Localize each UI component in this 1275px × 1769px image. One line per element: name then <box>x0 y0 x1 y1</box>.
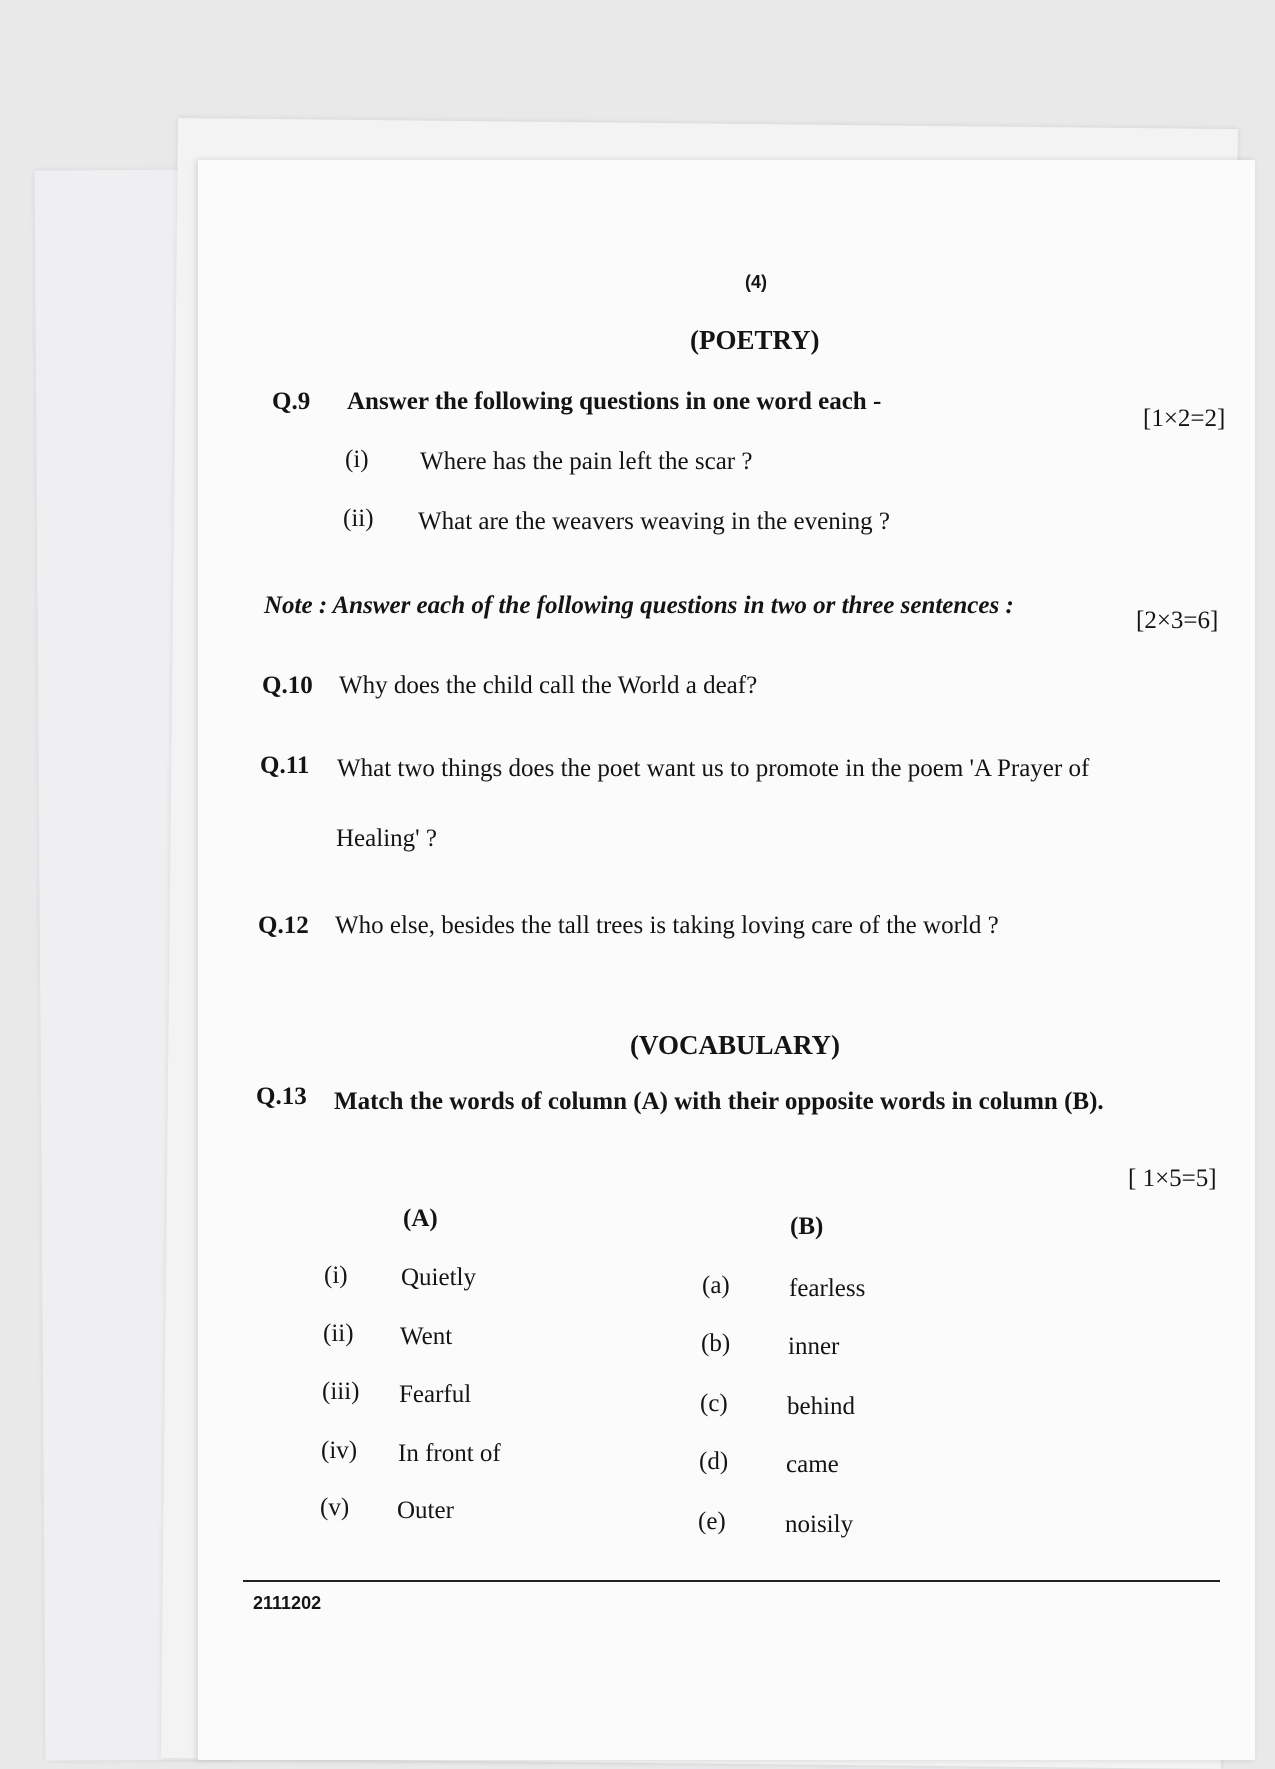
q9-part-ii-num: (ii) <box>343 505 374 532</box>
q11-text-continued: Healing' ? <box>336 825 437 852</box>
col-a-word: Outer <box>397 1497 454 1524</box>
q9-marks: [1×2=2] <box>1143 405 1226 432</box>
page-number: (4) <box>745 272 767 292</box>
q9-part-ii-text: What are the weavers weaving in the evening ? <box>418 508 891 535</box>
q10-text: Why does the child call the World a deaf? <box>339 672 758 699</box>
col-a-word: Fearful <box>399 1381 472 1408</box>
col-b-word: came <box>786 1451 839 1478</box>
q13-marks: [ 1×5=5] <box>1128 1165 1217 1192</box>
col-b-num: (a) <box>702 1272 730 1299</box>
q9-part-i-num: (i) <box>345 446 369 473</box>
col-b-num: (d) <box>699 1448 729 1475</box>
col-b-word: noisily <box>785 1511 854 1538</box>
note-text: Note : Answer each of the following questions in two or three sentences : <box>264 592 1014 619</box>
col-a-num: (iii) <box>322 1378 360 1405</box>
col-b-num: (b) <box>701 1330 731 1357</box>
q12-text: Who else, besides the tall trees is taking loving care of the world ? <box>335 912 999 939</box>
column-a-label: (A) <box>403 1205 438 1232</box>
col-b-word: behind <box>787 1393 856 1420</box>
q12-label: Q.12 <box>258 912 309 939</box>
footer-rule <box>243 1580 1220 1582</box>
col-b-word: inner <box>788 1333 840 1360</box>
q13-text: Match the words of column (A) with their opposite words in column (B). <box>334 1088 1104 1115</box>
q11-label: Q.11 <box>260 752 310 779</box>
poetry-heading: (POETRY) <box>690 325 820 355</box>
col-a-num: (iv) <box>321 1437 358 1464</box>
col-a-word: Quietly <box>401 1264 476 1291</box>
vocabulary-heading: (VOCABULARY) <box>630 1030 841 1060</box>
col-a-word: In front of <box>398 1440 501 1467</box>
q9-text: Answer the following questions in one word each - <box>347 388 882 415</box>
paper-code: 2111202 <box>253 1593 322 1613</box>
q9-part-i-text: Where has the pain left the scar ? <box>420 448 753 475</box>
col-b-num: (c) <box>700 1390 728 1417</box>
column-b-label: (B) <box>790 1213 824 1240</box>
col-a-word: Went <box>400 1323 453 1350</box>
col-a-num: (i) <box>324 1262 348 1289</box>
col-b-word: fearless <box>789 1275 866 1302</box>
q13-label: Q.13 <box>256 1083 307 1110</box>
col-a-num: (ii) <box>323 1320 354 1347</box>
note-marks: [2×3=6] <box>1136 607 1219 634</box>
col-b-num: (e) <box>698 1508 726 1535</box>
q9-label: Q.9 <box>272 388 311 415</box>
col-a-num: (v) <box>320 1494 350 1521</box>
q11-text: What two things does the poet want us to promote in the poem 'A Prayer of <box>337 755 1090 782</box>
q10-label: Q.10 <box>262 672 313 699</box>
